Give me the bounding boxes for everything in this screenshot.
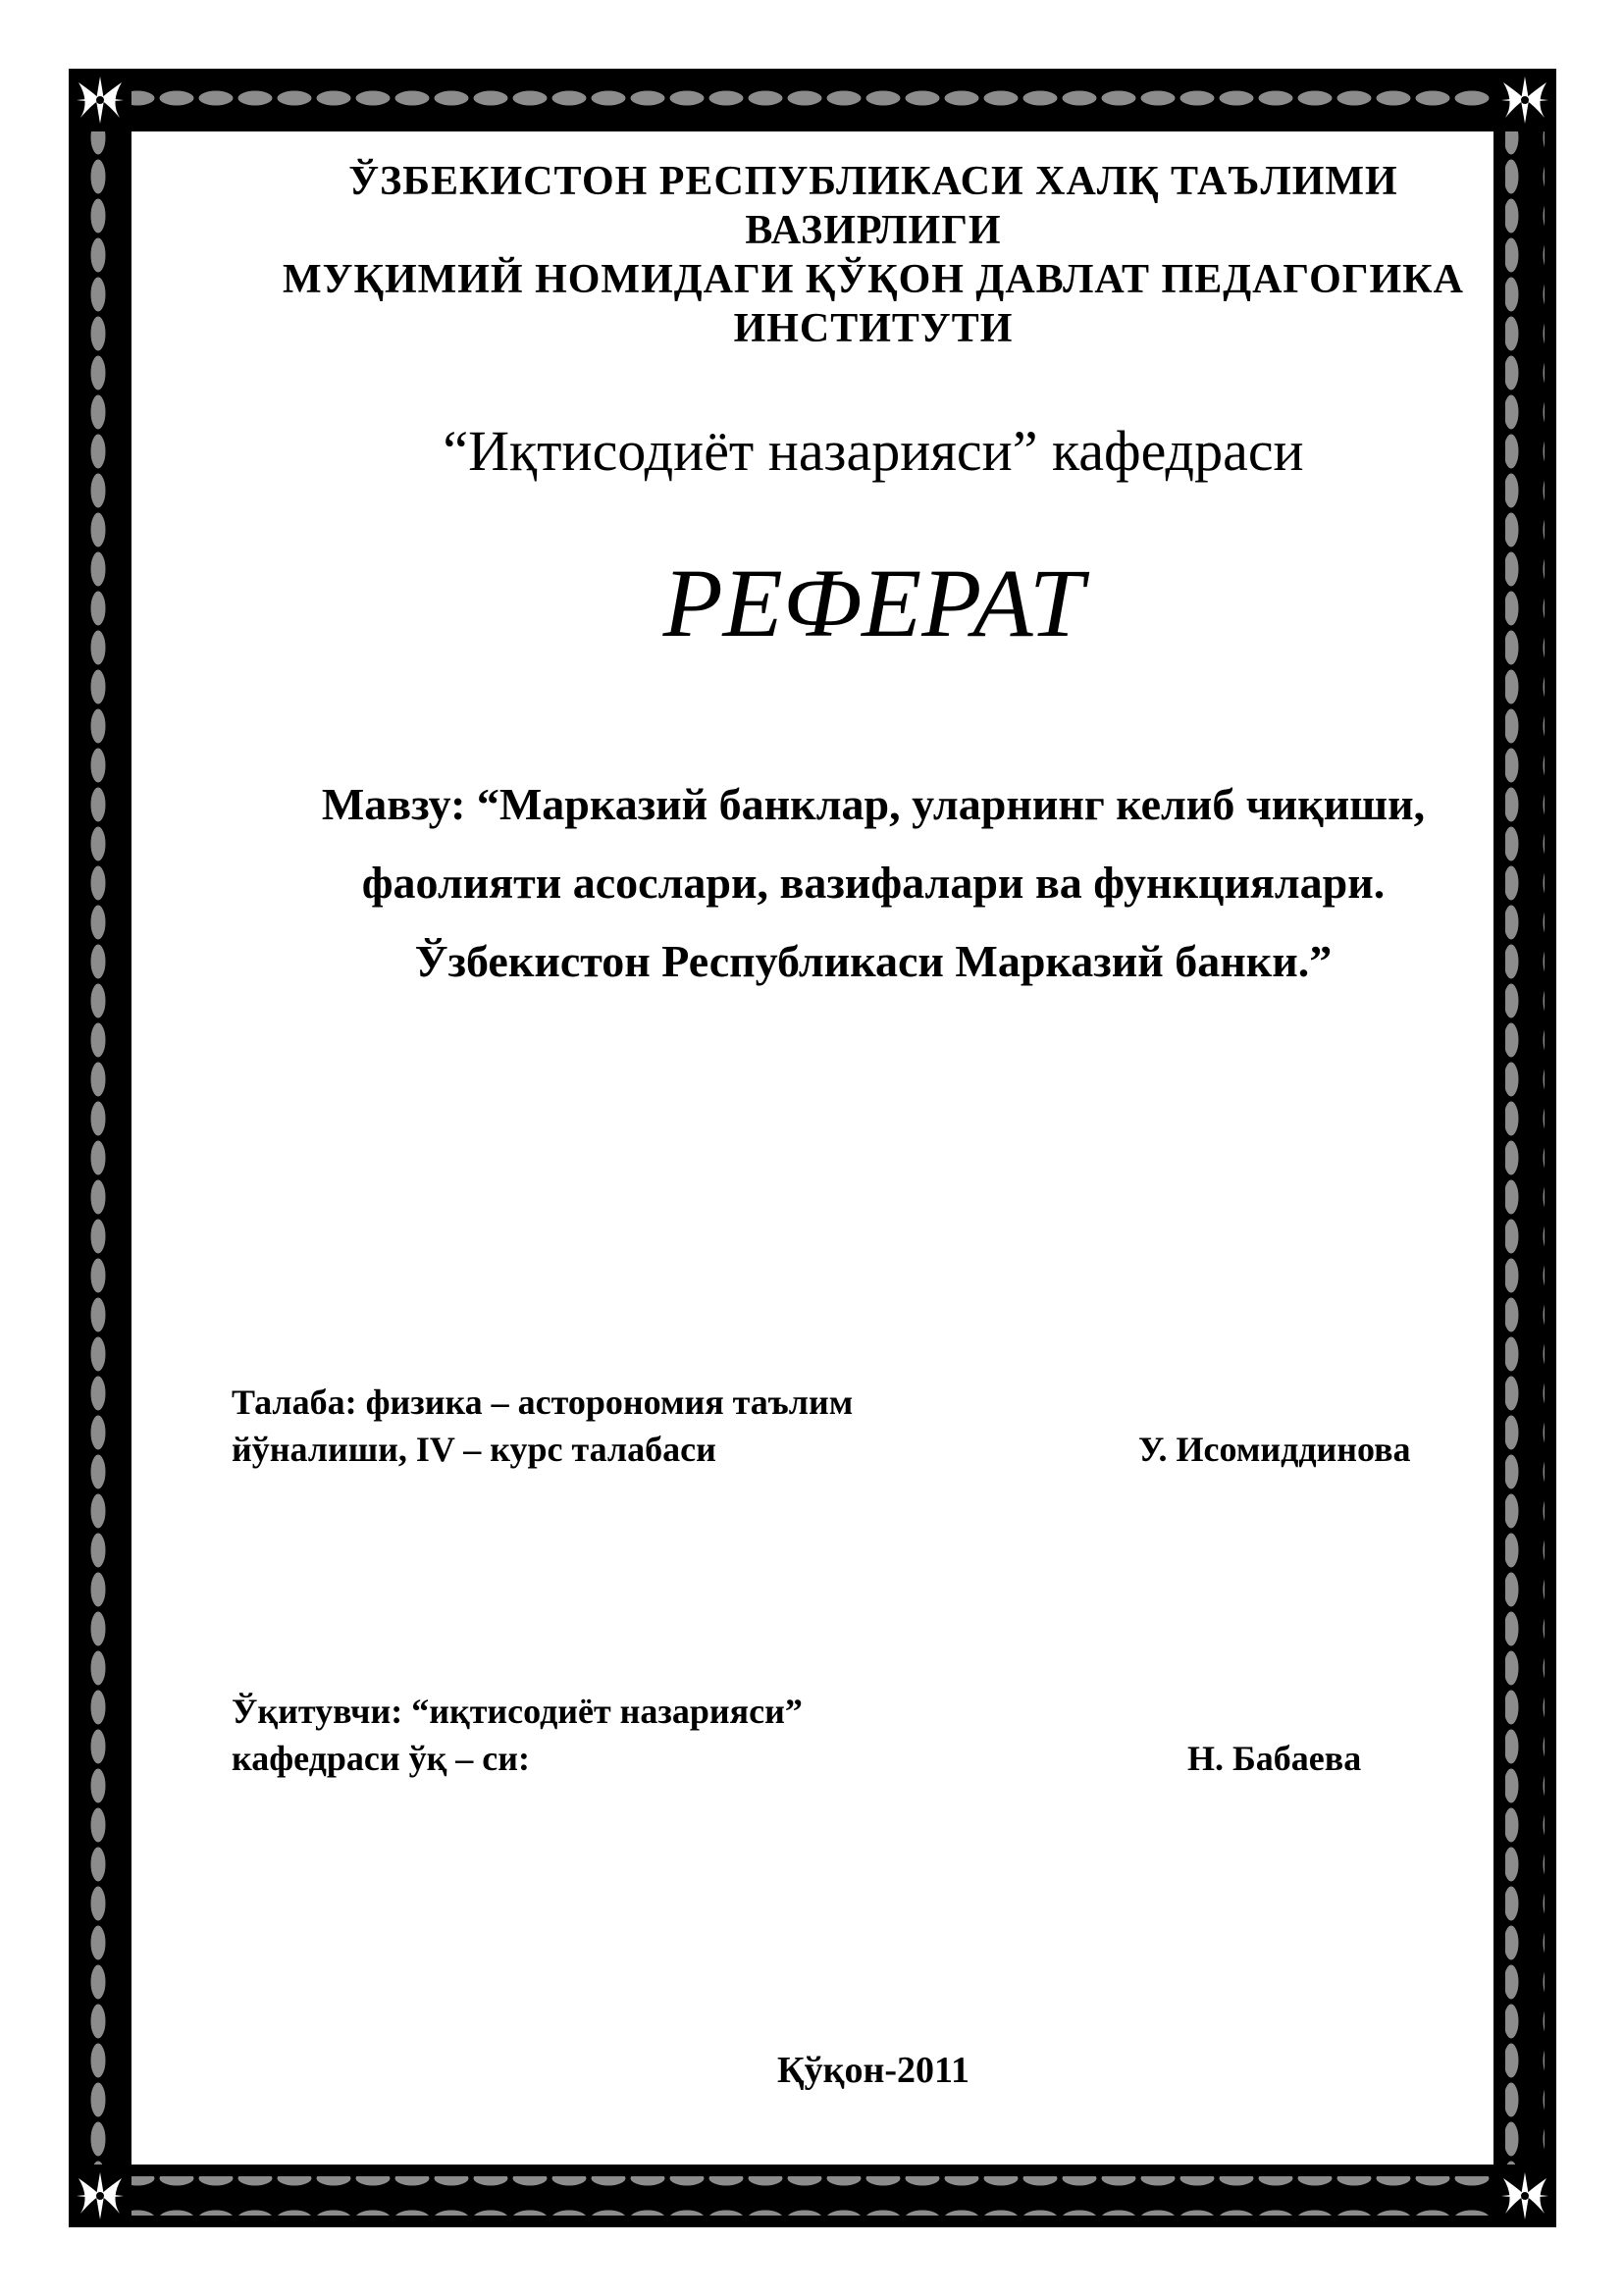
topic-block [216, 765, 1531, 1001]
city-year: Қўқон-2011 [777, 2050, 969, 2091]
fleur-ornament-icon [69, 69, 131, 131]
teacher-name: Н. Бабаева [1187, 1739, 1362, 1778]
teacher-line-2: кафедраси ўқ – си: [232, 1739, 531, 1778]
topic-line-1: Мавзу: “Марказий банклар, уларнинг келиб чиқиши, [321, 779, 1426, 829]
ministry-line-2: ВАЗИРЛИГИ [745, 208, 1002, 253]
institution-header [236, 157, 1511, 353]
student-line-1: Талаба: физика – асторономия таълим [232, 1383, 854, 1422]
institute-line-1: МУҚИМИЙ НОМИДАГИ ҚЎҚОН ДАВЛАТ ПЕДАГОГИКА [283, 257, 1464, 302]
ministry-line-1: ЎЗБЕКИСТОН РЕСПУБЛИКАСИ ХАЛҚ ТАЪЛИМИ [348, 159, 1398, 204]
fleur-ornament-icon [1493, 2165, 1556, 2227]
fleur-ornament-icon [69, 2165, 131, 2227]
topic-line-2: фаолияти асослари, вазифалари ва функциялари. [361, 858, 1386, 908]
teacher-info [232, 1688, 803, 1782]
fleur-ornament-icon [1493, 69, 1556, 131]
document-title: РЕФЕРАТ [662, 548, 1084, 657]
student-line-2: йўналиши, IV – курс талабаси [232, 1430, 716, 1469]
student-name: У. Исомиддинова [1138, 1430, 1411, 1469]
topic-line-3: Ўзбекистон Республикаси Марказий банки.” [414, 936, 1333, 986]
department-name: “Иқтисодиёт назарияси” кафедраси [443, 419, 1304, 483]
student-info [232, 1379, 853, 1473]
institute-line-2: ИНСТИТУТИ [733, 306, 1014, 351]
teacher-line-1: Ўқитувчи: “иқтисодиёт назарияси” [232, 1692, 803, 1731]
